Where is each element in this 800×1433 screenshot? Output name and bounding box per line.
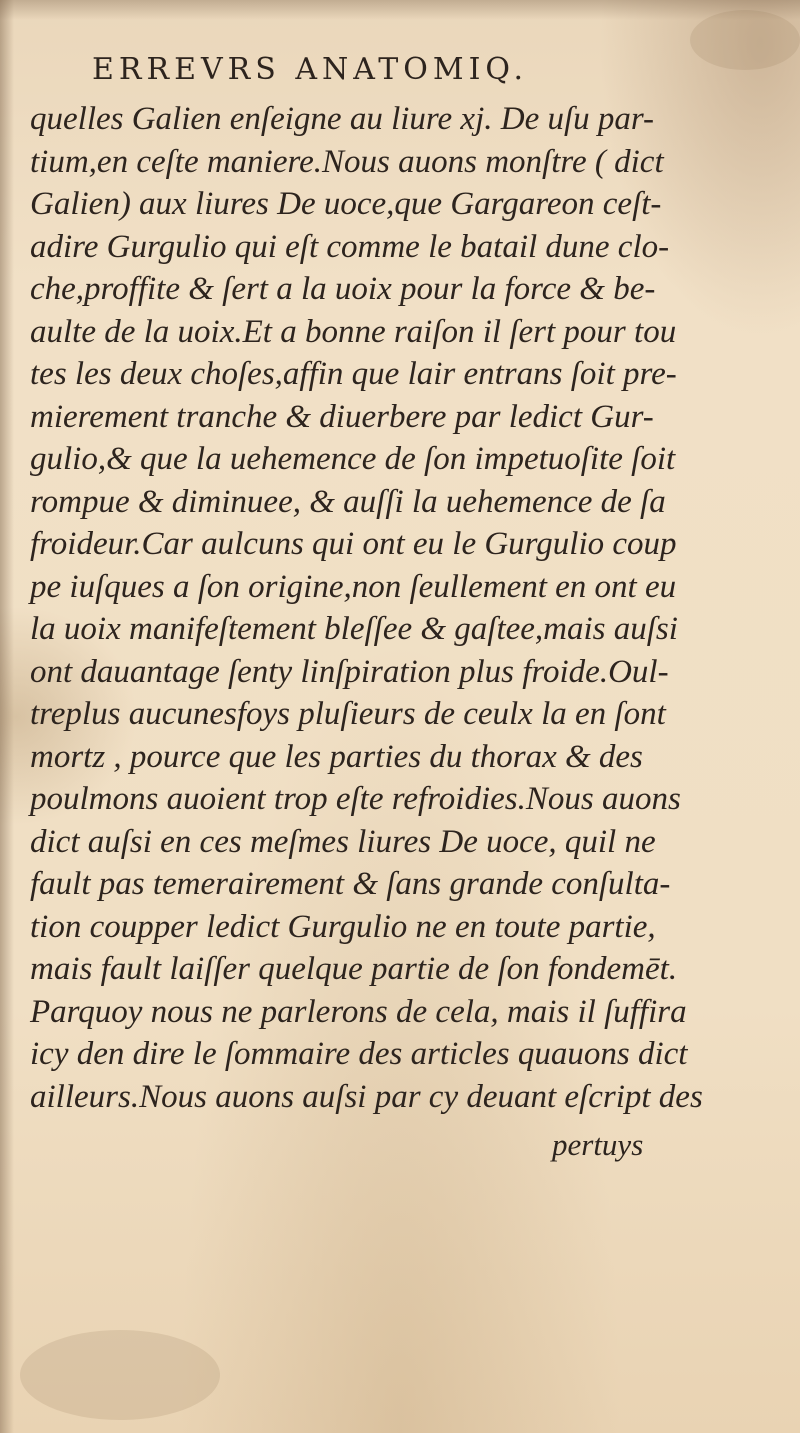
text-line: mierement tranche & diuerbere par ledict Gur- [30, 398, 654, 435]
text-line: Galien) aux liures De uoce,que Gargareon ceſt- [30, 186, 662, 222]
text-line: pe iuſques a ſon origine,non ſeullement en ont eu [30, 568, 677, 605]
text-line: treplus aucunesfoys pluſieurs de ceulx la en ſont [30, 696, 666, 732]
text-line: adire Gurgulio qui eſt comme le batail dune clo- [30, 228, 670, 265]
page-top-shadow [0, 0, 800, 20]
text-line: ont dauantage ſenty linſpiration plus froide.Oul- [30, 653, 669, 690]
text-line: fault pas temerairement & ſans grande conſulta- [30, 866, 671, 902]
text-line: poulmons auoient trop eſte refroidies.Nous auons [30, 781, 681, 817]
text-line: tes les deux choſes,affin que lair entrans ſoit pre- [30, 356, 677, 392]
body-text [30, 98, 703, 1118]
text-line: dict auſsi en ces meſmes liures De uoce, quil ne [30, 823, 656, 860]
text-line: aulte de la uoix.Et a bonne raiſon il ſert pour tou [30, 313, 677, 350]
text-line: rompue & diminuee, & auſſi la uehemence de ſa [30, 483, 666, 520]
text-line: che,proffite & ſert a la uoix pour la force & be- [30, 271, 656, 307]
paper-stain [690, 10, 800, 70]
text-line: mais fault laiſſer quelque partie de ſon fondemēt. [30, 951, 678, 987]
paper-stain [20, 1330, 220, 1420]
text-line: froideur.Car aulcuns qui ont eu le Gurgulio coup [30, 526, 677, 562]
text-line: gulio,& que la uehemence de ſon impetuoſite ſoit [30, 441, 676, 477]
running-head: ERREVRS ANATOMIQ. [92, 52, 529, 87]
text-line: tium,en ceſte maniere.Nous auons monſtre ( dict [30, 143, 664, 180]
text-line: ailleurs.Nous auons auſsi par cy deuant eſcript des [30, 1078, 703, 1115]
text-line: la uoix manifeſtement bleſſee & gaſtee,mais auſsi [30, 611, 678, 647]
text-line: Parquoy nous ne parlerons de cela, mais il ſuffira [30, 993, 687, 1030]
text-line: quelles Galien enſeigne au liure xj. De uſu par- [30, 101, 655, 137]
page-gutter-shadow [0, 0, 14, 1433]
catchword: pertuys [552, 1127, 644, 1162]
text-line: mortz , pource que les parties du thorax & des [30, 738, 643, 775]
text-line: icy den dire le ſommaire des articles quauons dict [30, 1036, 688, 1072]
text-line: tion coupper ledict Gurgulio ne en toute partie, [30, 908, 656, 945]
